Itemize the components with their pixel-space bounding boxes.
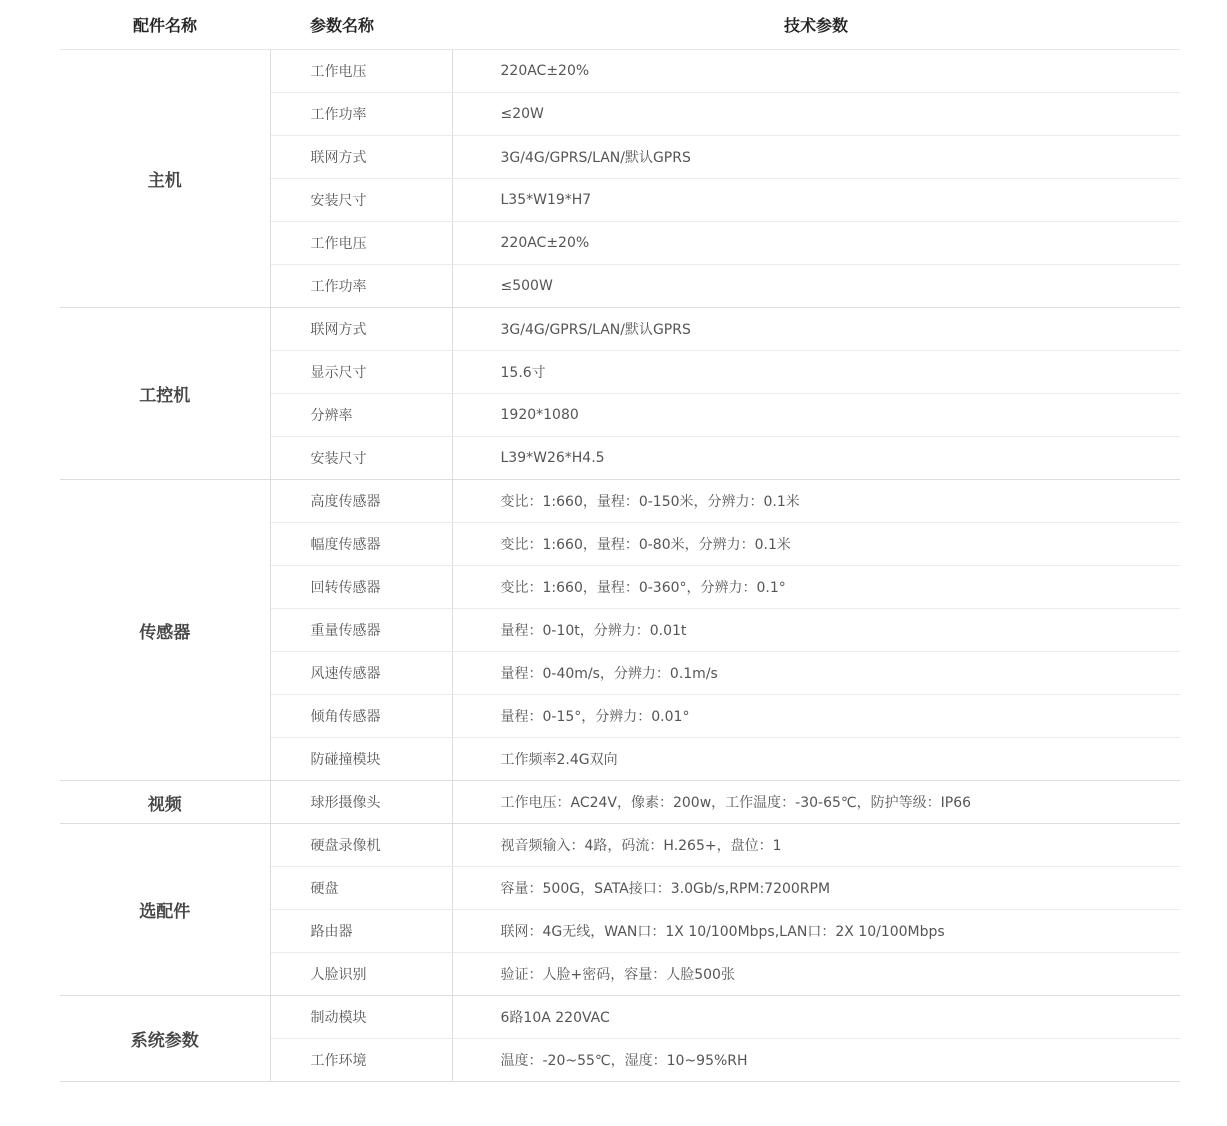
category-cell: 主机 bbox=[60, 50, 270, 308]
param-name-cell: 工作功率 bbox=[270, 93, 452, 136]
param-name-cell: 安装尺寸 bbox=[270, 179, 452, 222]
param-name-cell: 显示尺寸 bbox=[270, 351, 452, 394]
tech-value-cell: 视音频输入：4路，码流：H.265+，盘位：1 bbox=[452, 824, 1180, 867]
tech-value-cell: 1920*1080 bbox=[452, 394, 1180, 437]
tech-value-cell: 温度：-20~55℃，湿度：10~95%RH bbox=[452, 1039, 1180, 1082]
category-cell: 视频 bbox=[60, 781, 270, 824]
tech-value-cell: 220AC±20% bbox=[452, 50, 1180, 93]
param-name-cell: 工作功率 bbox=[270, 265, 452, 308]
tech-value-cell: 3G/4G/GPRS/LAN/默认GPRS bbox=[452, 136, 1180, 179]
table-row bbox=[60, 996, 1180, 1039]
tech-value-cell: 容量：500G，SATA接口：3.0Gb/s,RPM:7200RPM bbox=[452, 867, 1180, 910]
param-name-cell: 球形摄像头 bbox=[270, 781, 452, 824]
tech-value-cell: 量程：0-10t，分辨力：0.01t bbox=[452, 609, 1180, 652]
param-name-cell: 制动模块 bbox=[270, 996, 452, 1039]
table-row bbox=[60, 50, 1180, 93]
tech-value-cell: L39*W26*H4.5 bbox=[452, 437, 1180, 480]
header-param-name: 参数名称 bbox=[270, 0, 452, 50]
table-row bbox=[60, 308, 1180, 351]
tech-value-cell: ≤20W bbox=[452, 93, 1180, 136]
header-category: 配件名称 bbox=[60, 0, 270, 50]
param-name-cell: 幅度传感器 bbox=[270, 523, 452, 566]
category-cell: 系统参数 bbox=[60, 996, 270, 1082]
table-header-row bbox=[60, 0, 1180, 50]
param-name-cell: 倾角传感器 bbox=[270, 695, 452, 738]
param-name-cell: 风速传感器 bbox=[270, 652, 452, 695]
param-name-cell: 人脸识别 bbox=[270, 953, 452, 996]
param-name-cell: 工作电压 bbox=[270, 222, 452, 265]
category-cell: 传感器 bbox=[60, 480, 270, 781]
table-body bbox=[60, 50, 1180, 1082]
tech-value-cell: 3G/4G/GPRS/LAN/默认GPRS bbox=[452, 308, 1180, 351]
tech-value-cell: 联网：4G无线，WAN口：1X 10/100Mbps,LAN口：2X 10/100Mbps bbox=[452, 910, 1180, 953]
tech-value-cell: 工作电压：AC24V，像素：200w，工作温度：-30-65℃，防护等级：IP66 bbox=[452, 781, 1180, 824]
tech-value-cell: 220AC±20% bbox=[452, 222, 1180, 265]
param-name-cell: 路由器 bbox=[270, 910, 452, 953]
table-row bbox=[60, 824, 1180, 867]
param-name-cell: 安装尺寸 bbox=[270, 437, 452, 480]
param-name-cell: 硬盘录像机 bbox=[270, 824, 452, 867]
tech-value-cell: 15.6寸 bbox=[452, 351, 1180, 394]
param-name-cell: 硬盘 bbox=[270, 867, 452, 910]
param-name-cell: 回转传感器 bbox=[270, 566, 452, 609]
param-name-cell: 联网方式 bbox=[270, 308, 452, 351]
tech-value-cell: 量程：0-40m/s，分辨力：0.1m/s bbox=[452, 652, 1180, 695]
tech-value-cell: L35*W19*H7 bbox=[452, 179, 1180, 222]
param-name-cell: 工作电压 bbox=[270, 50, 452, 93]
param-name-cell: 工作环境 bbox=[270, 1039, 452, 1082]
header-tech-spec: 技术参数 bbox=[452, 0, 1180, 50]
tech-value-cell: 工作频率2.4G双向 bbox=[452, 738, 1180, 781]
spec-table-container bbox=[60, 0, 1180, 1082]
param-name-cell: 高度传感器 bbox=[270, 480, 452, 523]
tech-value-cell: 6路10A 220VAC bbox=[452, 996, 1180, 1039]
param-name-cell: 分辨率 bbox=[270, 394, 452, 437]
tech-value-cell: 量程：0-15°，分辨力：0.01° bbox=[452, 695, 1180, 738]
tech-value-cell: 变比：1:660，量程：0-360°，分辨力：0.1° bbox=[452, 566, 1180, 609]
tech-value-cell: 变比：1:660，量程：0-150米，分辨力：0.1米 bbox=[452, 480, 1180, 523]
param-name-cell: 重量传感器 bbox=[270, 609, 452, 652]
param-name-cell: 防碰撞模块 bbox=[270, 738, 452, 781]
param-name-cell: 联网方式 bbox=[270, 136, 452, 179]
tech-value-cell: ≤500W bbox=[452, 265, 1180, 308]
tech-value-cell: 变比：1:660，量程：0-80米，分辨力：0.1米 bbox=[452, 523, 1180, 566]
table-row bbox=[60, 480, 1180, 523]
category-cell: 工控机 bbox=[60, 308, 270, 480]
category-cell: 选配件 bbox=[60, 824, 270, 996]
spec-table bbox=[60, 0, 1180, 1082]
table-row bbox=[60, 781, 1180, 824]
tech-value-cell: 验证：人脸+密码，容量：人脸500张 bbox=[452, 953, 1180, 996]
